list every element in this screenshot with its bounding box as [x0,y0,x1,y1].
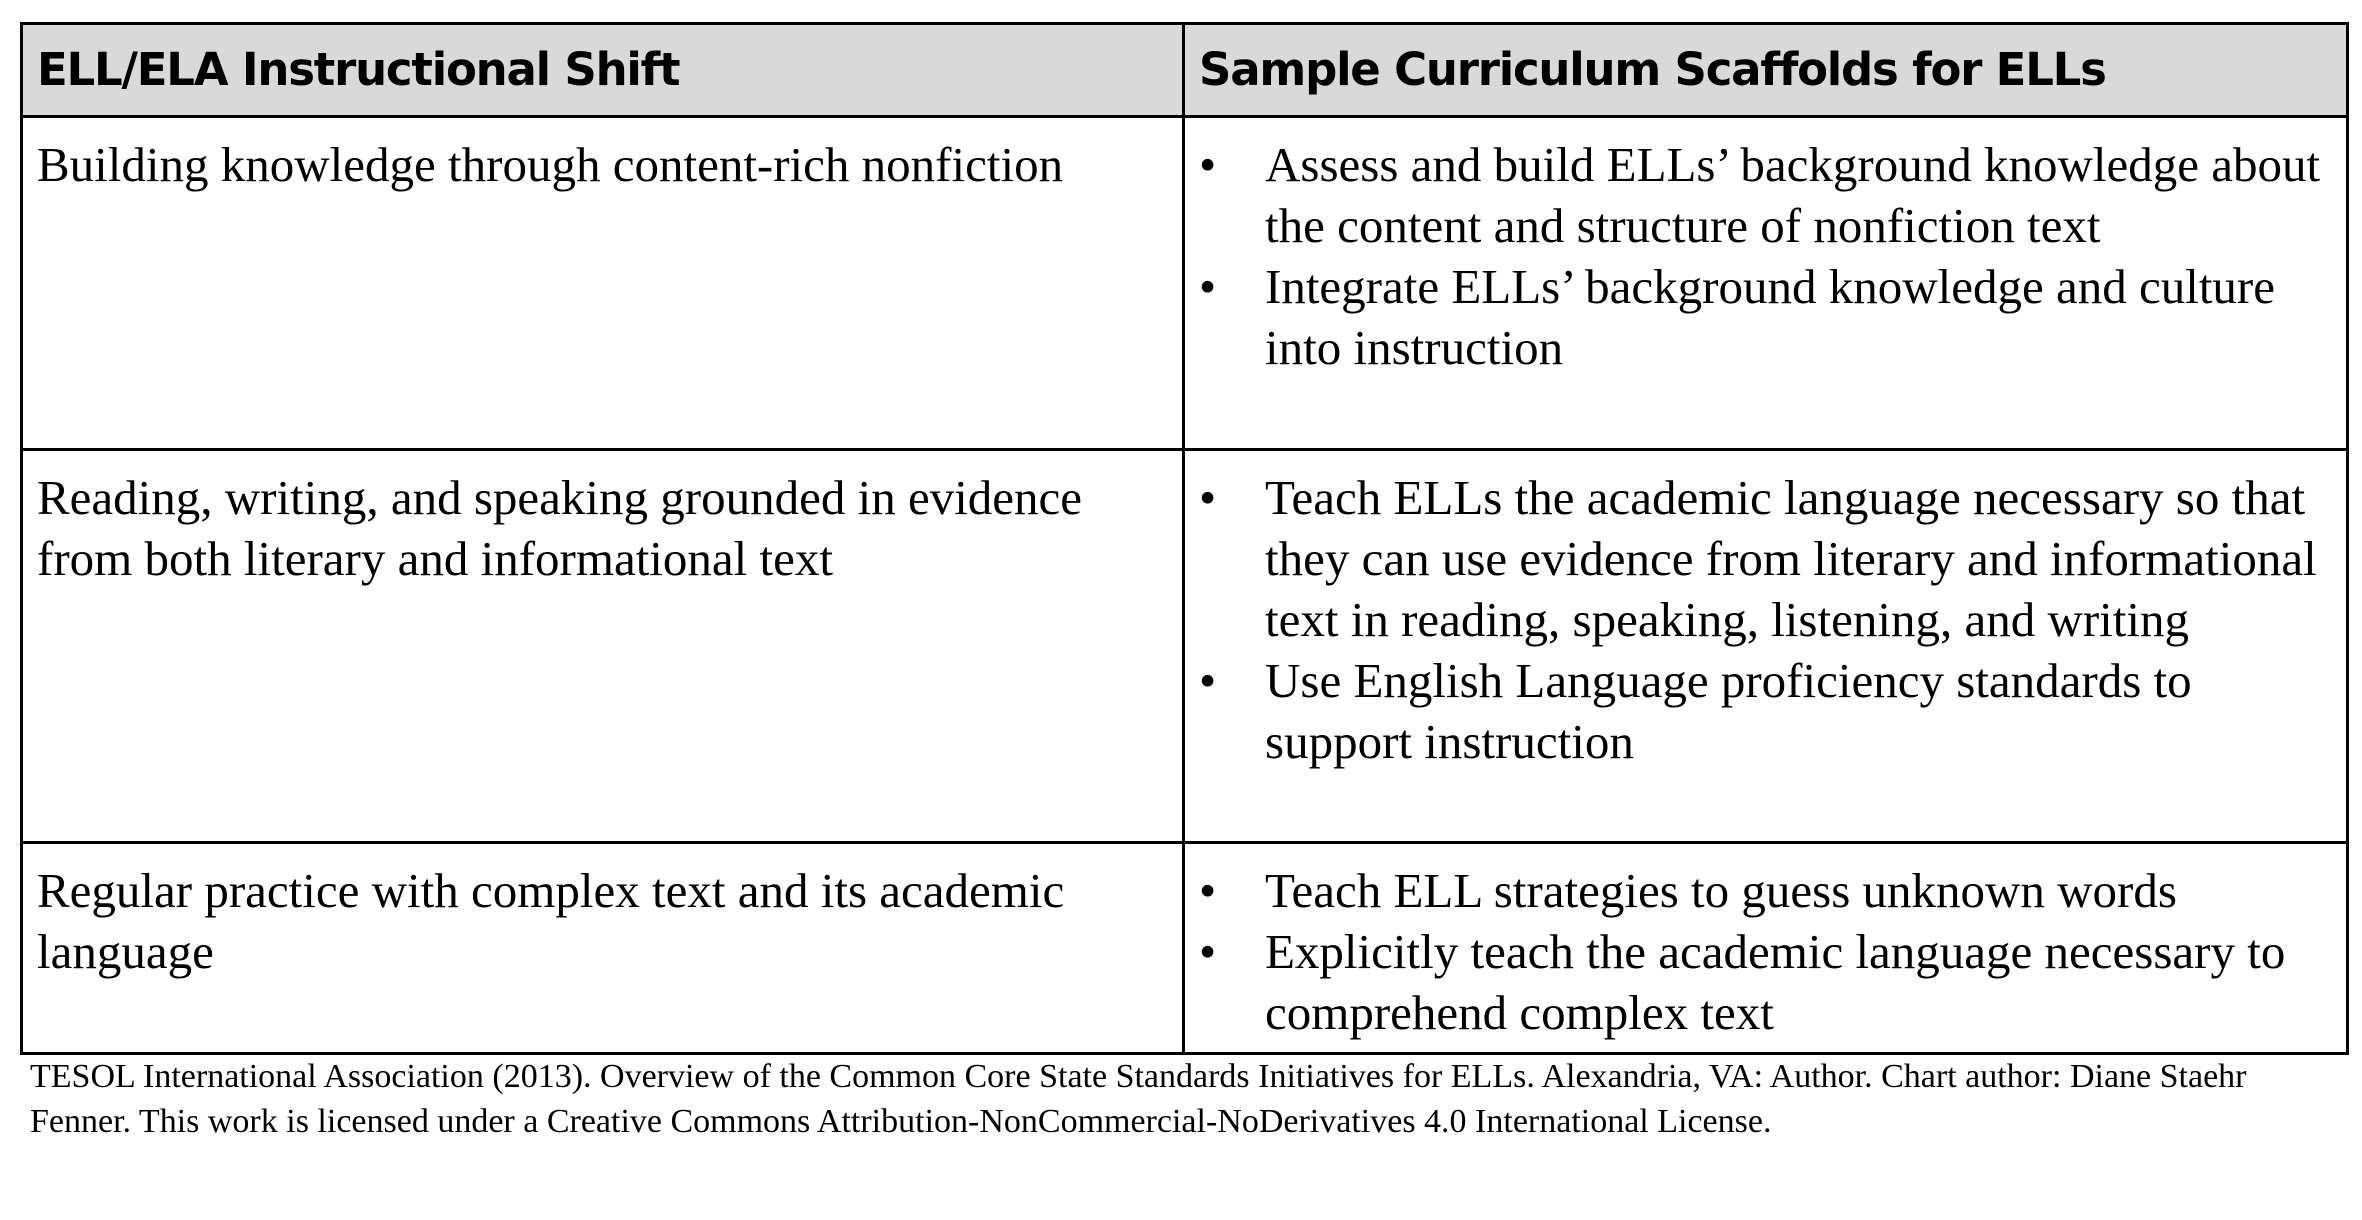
scaffold-item [1185,256,2336,378]
scaffold-item [1185,860,2336,921]
scaffolds-cell [1184,843,2348,1054]
bullet-icon: • [1199,470,1217,525]
scaffold-item [1185,467,2336,650]
scaffold-item [1185,921,2336,1043]
bullet-icon: • [1199,653,1217,708]
scaffold-text: Explicitly teach the academic language necessary to comprehend complex text [1265,924,2286,1040]
shift-cell [22,450,1184,843]
scaffold-item [1185,650,2336,772]
bullet-icon: • [1199,863,1217,918]
table-row [22,450,2348,843]
instructional-shift-table [20,22,2349,1055]
shift-cell [22,117,1184,450]
scaffold-text: Teach ELL strategies to guess unknown words [1265,863,2177,918]
scaffold-text: Teach ELLs the academic language necessary so that they can use evidence from literary and informational text in reading, speaking, listening, and writing [1265,470,2317,647]
scaffold-item [1185,134,2336,256]
source-citation: TESOL International Association (2013). Overview of the Common Core State Standards Initiatives for ELLs. Alexandria, VA: Author. Chart author: Diane Staehr Fenner. This work is licensed under a Creative Commons Attribution-NonCommercial-NoDerivatives 4.0 International License. [30,1058,2247,1140]
shift-text: Regular practice with complex text and its academic language [37,863,1065,979]
shift-cell [22,843,1184,1054]
bullet-icon: • [1199,924,1217,979]
shift-text: Reading, writing, and speaking grounded in evidence from both literary and informational text [37,470,1083,586]
table-row [22,843,2348,1054]
bullet-icon: • [1199,259,1217,314]
column-header-scaffolds: Sample Curriculum Scaffolds for ELLs [1184,24,2348,117]
table-container [20,22,2346,1055]
column-header-shift: ELL/ELA Instructional Shift [22,24,1184,117]
scaffold-text: Use English Language proficiency standards to support instruction [1265,653,2192,769]
scaffold-list [1185,844,2346,1043]
scaffold-list [1185,451,2346,772]
table-row [22,117,2348,450]
scaffolds-cell [1184,117,2348,450]
shift-text: Building knowledge through content-rich nonfiction [37,137,1064,192]
table-header-row [22,24,2348,117]
scaffold-text: Integrate ELLs’ background knowledge and culture into instruction [1265,259,2276,375]
scaffold-list [1185,118,2346,378]
scaffolds-cell [1184,450,2348,843]
bullet-icon: • [1199,137,1217,192]
scaffold-text: Assess and build ELLs’ background knowledge about the content and structure of nonfiction text [1265,137,2321,253]
